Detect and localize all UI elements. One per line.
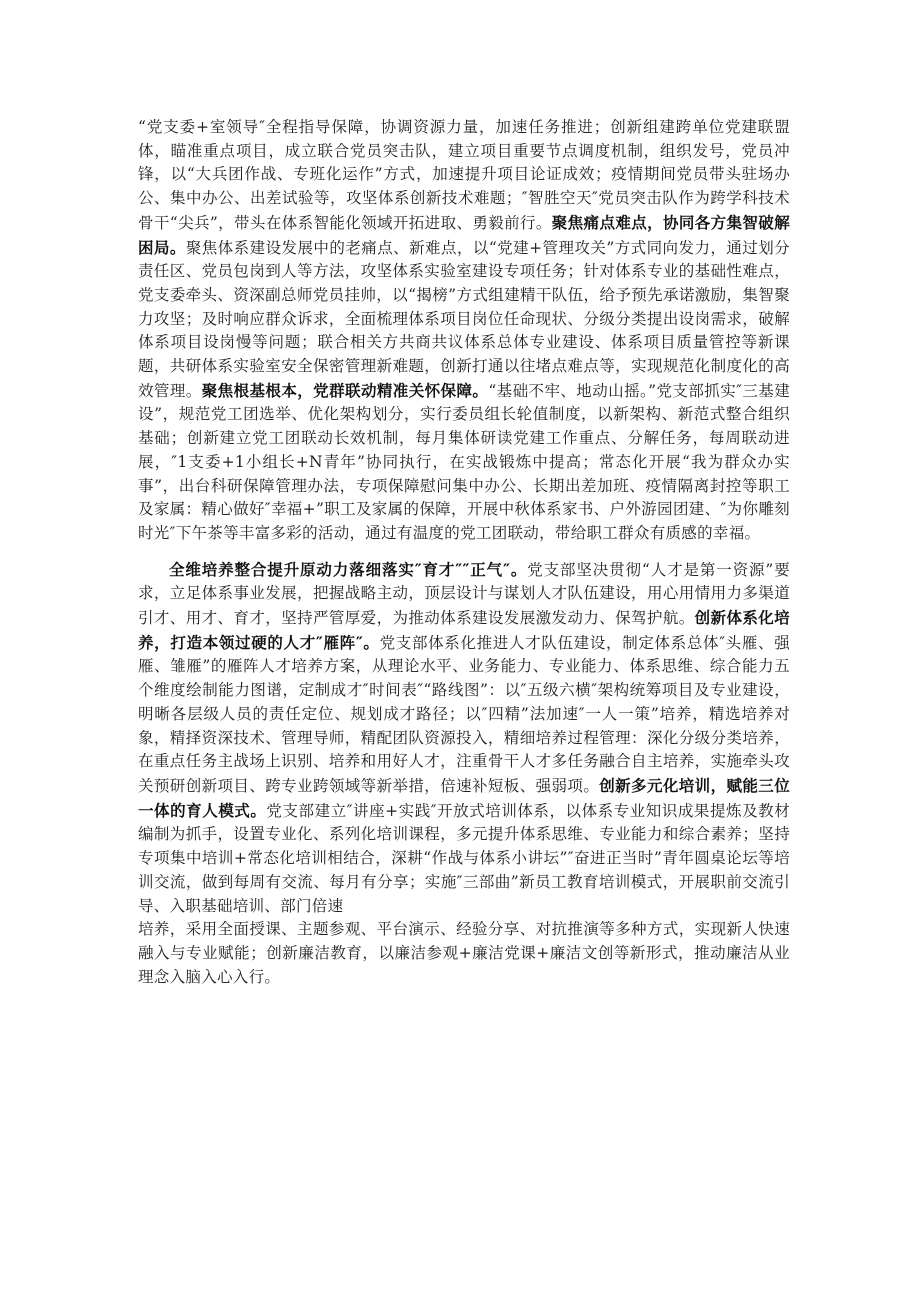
text-run: 党支部体系化推进人才队伍建设，制定体系总体″头雁、强雁、雏雁”的雁阵人才培养方案，从理论水平、业务能力、专业能力、体系思维、综合能力五个维度绘制能力图谱，定制成才″时间表″“路线图”：以″五级六横″架构统筹项目及专业建设，明晰各层级人员的责任定位、规划成才路径；以″四精”法加速″一人一策”培养，精选培养对象，精择资深技术、管理导师，精配团队资源投入，精细培养过程管理：深化分级分类培养，在重点任务主战场上识别、培养和用好人才，注重骨干人才多任务融合自主培养，实施牵头攻关预研创新项目、跨专业跨领域等新举措，倍速补短板、强弱项。 (138, 633, 790, 795)
text-run: “基础不牢、地动山摇。”党支部抓实″三基建设”，规范党工团选举、优化架构划分，实行委员组长轮值制度，以新架构、新范式整合组织基础；创新建立党工团联动长效机制，每月集体研读党建工作重点、分解任务，每周联动进展，″1支委+1小组长+N青年”协同执行，在实战锻炼中提高；常态化开展“我为群众办实事”，出台科研保障管理办法，专项保障慰问集中办公、长期出差加班、疫情隔离封控等职工及家属：精心做好″幸福+”职工及家属的保障，开展中秋体系家书、户外游园团建、″为你雕刻时光″下午茶等丰富多彩的活动，通过有温度的党工团联动，带给职工群众有质感的幸福。 (138, 381, 790, 542)
bold-heading: 全维培养整合提升原动力落细落实″育才″″正气″。 (169, 559, 528, 579)
paragraph-1 (138, 116, 790, 546)
paragraph-2 (138, 558, 790, 919)
paragraph-gap (138, 546, 790, 558)
text-run: 党支部坚决贯彻“人才是第一资源”要求，立足体系事业发展，把握战略主动，顶层设计与谋划人才队伍建设，用心用情用力多渠道引才、用才、育才，坚持严管厚爱，为推动体系建设发展激发动力、保驾护航。 (138, 560, 791, 628)
bold-heading: 创新体系化培养，打造本领过硬的人才″雁阵″。 (138, 608, 790, 652)
bold-heading: 聚焦痛点难点，协同各方集智破解困局。 (138, 212, 790, 257)
text-run: 聚焦体系建设发展中的老痛点、新难点，以“党建+管理攻关”方式同向发力，通过划分责任区、党员包岗到人等方法，攻坚体系实验室建设专项任务；针对体系专业的基础性难点，党支委牵头、资深副总师党员挂帅，以“揭榜”方式组建精干队伍，给予预先承诺激励，集智聚力攻坚；及时响应群众诉求，全面梳理体系项目岗位任命现状、分级分类提出设岗需求，破解体系项目设岗慢等问题；联合相关方共商共议体系总体专业建设、体系项目质量管控等新课题，共研体系实验室安全保密管理新难题，创新打通以往堵点难点等，实现规范化制度化的高效管理。 (138, 238, 790, 400)
document-body (138, 116, 790, 989)
bold-heading: 创新多元化培训，赋能三位一体的育人模式。 (138, 775, 791, 820)
paragraph-3 (138, 918, 790, 989)
text-run: 党支部建立″讲座+实践″开放式培训体系，以体系专业知识成果提炼及教材编制为抓手，设置专业化、系列化培训课程，多元提升体系思维、专业能力和综合素养；坚持专项集中培训+常态化培训相结合，深耕“作战与体系小讲坛”″奋进正当时”青年圆桌论坛等培训交流，做到每周有交流、每月有分享；实施″三部曲”新员工教育培训模式，开展职前交流引导、入职基础培训、部门倍速 (138, 801, 790, 915)
text-run: “党支委+室领导″全程指导保障，协调资源力量，加速任务推进；创新组建跨单位党建联盟体，瞄准重点项目，成立联合党员突击队，建立项目重要节点调度机制，组织发号，党员冲锋，以“大兵团作战、专班化运作”方式，加速提升项目论证成效；疫情期间党员带头驻场办公、集中办公、出差试验等，攻坚体系创新技术难题；″智胜空天″党员突击队作为跨学科技术骨干“尖兵”，带头在体系智能化领域开拓进取、勇毅前行。 (138, 118, 790, 232)
bold-heading: 聚焦根基根本，党群联动精准关怀保障。 (201, 380, 489, 400)
text-run: 培养，采用全面授课、主题参观、平台演示、经验分享、对抗推演等多种方式，实现新人快速融入与专业赋能；创新廉洁教育，以廉洁参观+廉洁党课+廉洁文创等新形式，推动廉洁从业理念入脑入心入行。 (138, 920, 790, 986)
